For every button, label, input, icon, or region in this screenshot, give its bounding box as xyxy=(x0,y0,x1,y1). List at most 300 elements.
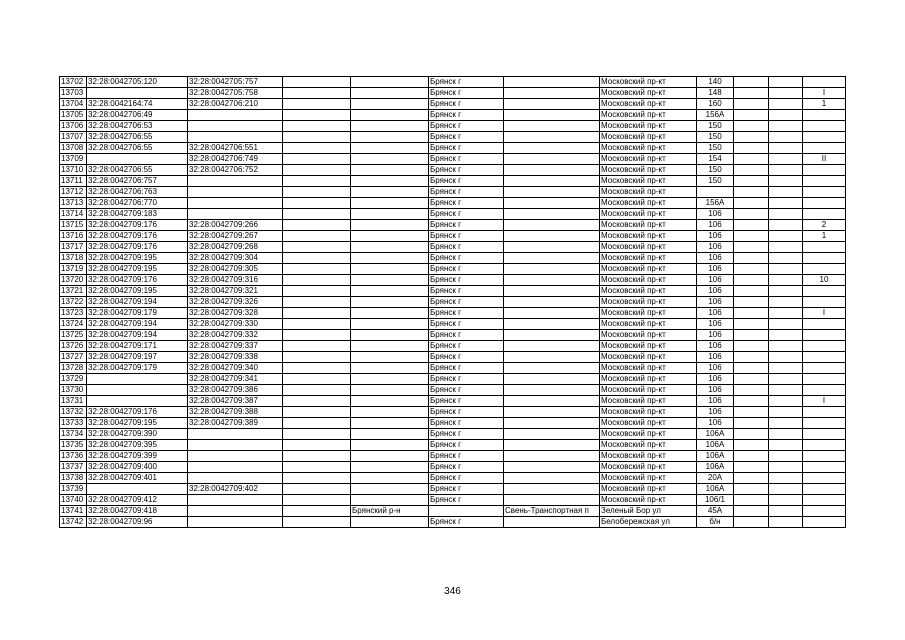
table-cell: 32:28:0042706:752 xyxy=(188,165,283,176)
table-cell xyxy=(87,374,188,385)
table-cell xyxy=(351,495,429,506)
table-cell xyxy=(351,99,429,110)
table-cell xyxy=(803,341,846,352)
table-cell xyxy=(504,418,600,429)
table-cell xyxy=(351,484,429,495)
table-cell: 106 xyxy=(697,319,734,330)
table-cell: 13715 xyxy=(60,220,87,231)
table-cell: 32:28:0042706:49 xyxy=(87,110,188,121)
table-cell xyxy=(351,121,429,132)
table-cell xyxy=(351,363,429,374)
table-cell xyxy=(188,440,283,451)
table-cell: 13710 xyxy=(60,165,87,176)
table-cell xyxy=(803,198,846,209)
table-cell: 13712 xyxy=(60,187,87,198)
table-cell xyxy=(188,209,283,220)
table-cell xyxy=(769,110,803,121)
table-cell xyxy=(734,297,769,308)
table-cell: Брянск г xyxy=(429,407,504,418)
table-cell xyxy=(734,517,769,528)
table-cell: 13732 xyxy=(60,407,87,418)
table-cell xyxy=(769,473,803,484)
table-cell xyxy=(283,143,351,154)
table-cell: Брянск г xyxy=(429,374,504,385)
table-cell: 32:28:0042709:332 xyxy=(188,330,283,341)
table-cell: 106 xyxy=(697,352,734,363)
table-cell: Брянск г xyxy=(429,187,504,198)
table-cell xyxy=(504,264,600,275)
table-cell xyxy=(769,352,803,363)
table-cell xyxy=(734,385,769,396)
table-cell xyxy=(351,341,429,352)
table-cell xyxy=(769,275,803,286)
table-row xyxy=(60,176,846,187)
table-cell: 32:28:0042709:179 xyxy=(87,308,188,319)
table-cell xyxy=(769,506,803,517)
table-cell xyxy=(351,209,429,220)
table-cell: 32:28:0042709:268 xyxy=(188,242,283,253)
table-cell: 32:28:0042709:338 xyxy=(188,352,283,363)
table-cell xyxy=(188,429,283,440)
table-cell: 13733 xyxy=(60,418,87,429)
table-row xyxy=(60,121,846,132)
table-cell: 32:28:0042709:337 xyxy=(188,341,283,352)
table-cell: 32:28:0042709:328 xyxy=(188,308,283,319)
table-cell xyxy=(769,385,803,396)
table-cell xyxy=(351,242,429,253)
table-cell: 106 xyxy=(697,231,734,242)
table-cell xyxy=(769,231,803,242)
table-cell xyxy=(803,484,846,495)
table-cell xyxy=(188,176,283,187)
table-cell: 32:28:0042709:305 xyxy=(188,264,283,275)
table-cell xyxy=(734,341,769,352)
table-cell: 13731 xyxy=(60,396,87,407)
table-cell: Брянск г xyxy=(429,253,504,264)
table-cell: I xyxy=(803,88,846,99)
table-cell: 106 xyxy=(697,396,734,407)
table-cell xyxy=(283,253,351,264)
table-cell: 13711 xyxy=(60,176,87,187)
table-cell: 32:28:0042706:55 xyxy=(87,143,188,154)
table-cell xyxy=(504,132,600,143)
table-cell: Московский пр-кт xyxy=(600,418,697,429)
table-cell xyxy=(504,77,600,88)
table-cell xyxy=(504,176,600,187)
table-cell xyxy=(769,176,803,187)
table-cell: Московский пр-кт xyxy=(600,451,697,462)
table-cell xyxy=(188,451,283,462)
table-cell xyxy=(734,484,769,495)
table-cell: 13708 xyxy=(60,143,87,154)
table-cell xyxy=(504,154,600,165)
table-cell xyxy=(734,242,769,253)
table-cell xyxy=(803,352,846,363)
table-cell: Брянск г xyxy=(429,330,504,341)
table-cell: Московский пр-кт xyxy=(600,99,697,110)
table-cell: 32:28:0042709:316 xyxy=(188,275,283,286)
table-cell: 2 xyxy=(803,220,846,231)
table-cell: 32:28:0042709:401 xyxy=(87,473,188,484)
table-cell: Московский пр-кт xyxy=(600,440,697,451)
table-cell: 13727 xyxy=(60,352,87,363)
table-cell xyxy=(283,418,351,429)
table-cell: 13721 xyxy=(60,286,87,297)
table-cell: Московский пр-кт xyxy=(600,88,697,99)
table-cell xyxy=(351,176,429,187)
table-cell xyxy=(803,297,846,308)
table-cell: Брянск г xyxy=(429,242,504,253)
table-cell: 13713 xyxy=(60,198,87,209)
table-cell: 106 xyxy=(697,209,734,220)
table-cell xyxy=(803,385,846,396)
table-cell: 32:28:0042706:749 xyxy=(188,154,283,165)
table-cell xyxy=(769,242,803,253)
table-cell: 13723 xyxy=(60,308,87,319)
table-cell: 32:28:0042709:195 xyxy=(87,418,188,429)
table-cell: 106А xyxy=(697,451,734,462)
table-cell: 32:28:0042709:386 xyxy=(188,385,283,396)
table-cell xyxy=(351,517,429,528)
table-cell xyxy=(504,308,600,319)
table-cell: 32:28:0042706:763 xyxy=(87,187,188,198)
table-cell xyxy=(283,165,351,176)
table-cell: 13736 xyxy=(60,451,87,462)
table-cell: 106 xyxy=(697,407,734,418)
table-cell xyxy=(769,187,803,198)
table-cell: Брянск г xyxy=(429,231,504,242)
table-cell xyxy=(283,352,351,363)
table-cell: 32:28:0042705:120 xyxy=(87,77,188,88)
table-cell xyxy=(803,187,846,198)
table-cell xyxy=(803,165,846,176)
table-cell xyxy=(734,363,769,374)
table-cell: 106 xyxy=(697,242,734,253)
table-cell xyxy=(351,165,429,176)
table-cell xyxy=(283,121,351,132)
table-cell xyxy=(351,429,429,440)
page-number: 346 xyxy=(444,586,461,597)
table-row xyxy=(60,275,846,286)
table-cell: Брянск г xyxy=(429,462,504,473)
table-cell: 148 xyxy=(697,88,734,99)
table-cell xyxy=(351,352,429,363)
table-cell xyxy=(734,418,769,429)
table-cell: 13722 xyxy=(60,297,87,308)
table-cell xyxy=(734,165,769,176)
table-cell xyxy=(283,231,351,242)
table-cell xyxy=(734,451,769,462)
table-cell: 32:28:0042709:330 xyxy=(188,319,283,330)
table-cell xyxy=(351,275,429,286)
table-cell: 32:28:0042709:418 xyxy=(87,506,188,517)
table-cell: 32:28:0042709:389 xyxy=(188,418,283,429)
table-row xyxy=(60,165,846,176)
table-cell: 140 xyxy=(697,77,734,88)
table-cell xyxy=(769,165,803,176)
table-cell: 106/1 xyxy=(697,495,734,506)
table-cell xyxy=(283,385,351,396)
table-cell: Брянск г xyxy=(429,517,504,528)
table-cell: Брянский р-н xyxy=(351,506,429,517)
table-cell xyxy=(734,275,769,286)
table-cell xyxy=(504,352,600,363)
table-cell xyxy=(769,407,803,418)
table-cell xyxy=(283,462,351,473)
table-cell xyxy=(803,253,846,264)
table-cell xyxy=(504,429,600,440)
table-cell xyxy=(351,297,429,308)
table-cell xyxy=(504,220,600,231)
table-cell: 32:28:0042709:387 xyxy=(188,396,283,407)
table-cell xyxy=(351,374,429,385)
table-cell xyxy=(803,374,846,385)
table-cell: 13742 xyxy=(60,517,87,528)
table-cell xyxy=(283,330,351,341)
table-cell: Московский пр-кт xyxy=(600,242,697,253)
table-cell xyxy=(351,451,429,462)
table-cell xyxy=(734,495,769,506)
table-cell: 13718 xyxy=(60,253,87,264)
table-cell xyxy=(283,242,351,253)
table-cell: 154 xyxy=(697,154,734,165)
table-row xyxy=(60,242,846,253)
table-cell: 1 xyxy=(803,99,846,110)
table-cell xyxy=(504,330,600,341)
table-row xyxy=(60,143,846,154)
table-cell: 32:28:0042709:176 xyxy=(87,242,188,253)
table-row xyxy=(60,231,846,242)
table-cell xyxy=(769,517,803,528)
table-cell xyxy=(734,209,769,220)
table-cell: Московский пр-кт xyxy=(600,374,697,385)
table-cell xyxy=(734,154,769,165)
table-cell: 1 xyxy=(803,231,846,242)
table-cell: 32:28:0042709:194 xyxy=(87,297,188,308)
table-row xyxy=(60,440,846,451)
table-cell: 32:28:0042709:194 xyxy=(87,330,188,341)
table-cell: 32:28:0042709:399 xyxy=(87,451,188,462)
table-cell: Московский пр-кт xyxy=(600,484,697,495)
table-cell: 150 xyxy=(697,143,734,154)
table-cell: Белобережская ул xyxy=(600,517,697,528)
table-cell: Брянск г xyxy=(429,385,504,396)
table-cell: Московский пр-кт xyxy=(600,77,697,88)
table-cell xyxy=(429,506,504,517)
table-cell: 13735 xyxy=(60,440,87,451)
table-cell xyxy=(769,308,803,319)
table-cell: 32:28:0042709:179 xyxy=(87,363,188,374)
table-cell: 32:28:0042706:55 xyxy=(87,165,188,176)
table-cell xyxy=(769,220,803,231)
table-cell: 13728 xyxy=(60,363,87,374)
table-cell xyxy=(188,462,283,473)
table-cell: 32:28:0042709:176 xyxy=(87,275,188,286)
table-cell: 32:28:0042709:412 xyxy=(87,495,188,506)
table-cell xyxy=(351,110,429,121)
table-cell xyxy=(188,506,283,517)
table-cell xyxy=(803,77,846,88)
table-cell: 32:28:0042709:197 xyxy=(87,352,188,363)
table-cell: Московский пр-кт xyxy=(600,264,697,275)
table-cell: 13705 xyxy=(60,110,87,121)
table-cell xyxy=(504,110,600,121)
table-cell xyxy=(351,132,429,143)
table-cell: Московский пр-кт xyxy=(600,209,697,220)
table-cell xyxy=(504,99,600,110)
table-cell xyxy=(769,374,803,385)
table-cell: 32:28:0042709:195 xyxy=(87,253,188,264)
table-row xyxy=(60,473,846,484)
table-cell xyxy=(803,330,846,341)
table-cell xyxy=(734,220,769,231)
table-cell xyxy=(769,99,803,110)
table-cell xyxy=(351,154,429,165)
table-cell xyxy=(803,264,846,275)
table-cell: Московский пр-кт xyxy=(600,220,697,231)
table-cell xyxy=(351,231,429,242)
table-cell: 13707 xyxy=(60,132,87,143)
table-cell: 32:28:0042709:176 xyxy=(87,407,188,418)
table-cell: 106 xyxy=(697,297,734,308)
table-cell xyxy=(351,187,429,198)
table-cell: 13734 xyxy=(60,429,87,440)
table-cell xyxy=(803,110,846,121)
table-cell: 13719 xyxy=(60,264,87,275)
table-cell xyxy=(769,484,803,495)
table-cell: Брянск г xyxy=(429,418,504,429)
table-cell xyxy=(734,143,769,154)
table-cell: 32:28:0042709:195 xyxy=(87,286,188,297)
table-cell xyxy=(734,286,769,297)
table-cell xyxy=(734,440,769,451)
table-cell: Брянск г xyxy=(429,176,504,187)
table-cell: Брянск г xyxy=(429,473,504,484)
table-cell xyxy=(504,319,600,330)
table-cell: 160 xyxy=(697,99,734,110)
table-cell xyxy=(504,165,600,176)
table-cell: 32:28:0042164:74 xyxy=(87,99,188,110)
table-cell xyxy=(283,484,351,495)
table-cell xyxy=(769,143,803,154)
table-cell xyxy=(351,473,429,484)
table-cell xyxy=(504,363,600,374)
table-cell: Московский пр-кт xyxy=(600,154,697,165)
table-cell xyxy=(87,484,188,495)
table-cell: 13703 xyxy=(60,88,87,99)
table-row xyxy=(60,154,846,165)
table-cell xyxy=(734,330,769,341)
table-cell xyxy=(504,231,600,242)
table-cell xyxy=(734,462,769,473)
table-cell: 106А xyxy=(697,440,734,451)
table-cell: 32:28:0042709:195 xyxy=(87,264,188,275)
table-cell xyxy=(283,187,351,198)
table-cell xyxy=(283,495,351,506)
table-cell xyxy=(504,341,600,352)
table-cell xyxy=(351,253,429,264)
table-cell xyxy=(283,473,351,484)
table-cell xyxy=(188,121,283,132)
table-cell: 106А xyxy=(697,462,734,473)
table-cell xyxy=(188,198,283,209)
table-cell xyxy=(803,506,846,517)
table-cell: 32:28:0042709:183 xyxy=(87,209,188,220)
table-cell xyxy=(351,286,429,297)
table-cell: 106 xyxy=(697,374,734,385)
table-cell xyxy=(734,110,769,121)
table-cell: Брянск г xyxy=(429,319,504,330)
table-cell: 13738 xyxy=(60,473,87,484)
table-cell xyxy=(803,132,846,143)
table-cell: 106 xyxy=(697,220,734,231)
table-cell xyxy=(504,473,600,484)
table-cell: Брянск г xyxy=(429,484,504,495)
table-cell: Московский пр-кт xyxy=(600,352,697,363)
table-cell: 13726 xyxy=(60,341,87,352)
table-cell xyxy=(283,341,351,352)
table-cell xyxy=(351,407,429,418)
table-cell: 13704 xyxy=(60,99,87,110)
table-row xyxy=(60,308,846,319)
table-cell xyxy=(769,429,803,440)
table-cell: 10 xyxy=(803,275,846,286)
table-cell xyxy=(504,242,600,253)
table-cell xyxy=(504,143,600,154)
table-cell: Брянск г xyxy=(429,341,504,352)
table-cell xyxy=(504,451,600,462)
table-cell xyxy=(504,297,600,308)
table-cell: 32:28:0042709:400 xyxy=(87,462,188,473)
table-cell xyxy=(188,132,283,143)
table-cell xyxy=(188,495,283,506)
table-cell: 32:28:0042706:53 xyxy=(87,121,188,132)
table-cell: 150 xyxy=(697,132,734,143)
table-cell xyxy=(769,440,803,451)
table-cell: 13730 xyxy=(60,385,87,396)
table-cell: 13725 xyxy=(60,330,87,341)
table-body xyxy=(60,77,846,528)
table-cell: 32:28:0042705:758 xyxy=(188,88,283,99)
table-cell xyxy=(803,451,846,462)
table-cell: Московский пр-кт xyxy=(600,143,697,154)
table-cell xyxy=(283,88,351,99)
table-cell: 13740 xyxy=(60,495,87,506)
table-cell: Брянск г xyxy=(429,154,504,165)
table-cell xyxy=(283,506,351,517)
table-cell xyxy=(769,286,803,297)
table-cell: 13724 xyxy=(60,319,87,330)
table-cell xyxy=(283,209,351,220)
table-cell: Свень-Транспортная п xyxy=(504,506,600,517)
table-cell: Брянск г xyxy=(429,220,504,231)
table-cell xyxy=(769,297,803,308)
table-row xyxy=(60,506,846,517)
table-row xyxy=(60,88,846,99)
table-cell xyxy=(803,473,846,484)
table-cell xyxy=(769,198,803,209)
table-cell xyxy=(769,319,803,330)
table-cell: 150 xyxy=(697,165,734,176)
table-row xyxy=(60,220,846,231)
table-cell xyxy=(734,506,769,517)
table-row xyxy=(60,319,846,330)
table-cell xyxy=(283,77,351,88)
table-cell xyxy=(803,363,846,374)
table-cell: 13720 xyxy=(60,275,87,286)
table-cell: 32:28:0042709:321 xyxy=(188,286,283,297)
table-row xyxy=(60,99,846,110)
